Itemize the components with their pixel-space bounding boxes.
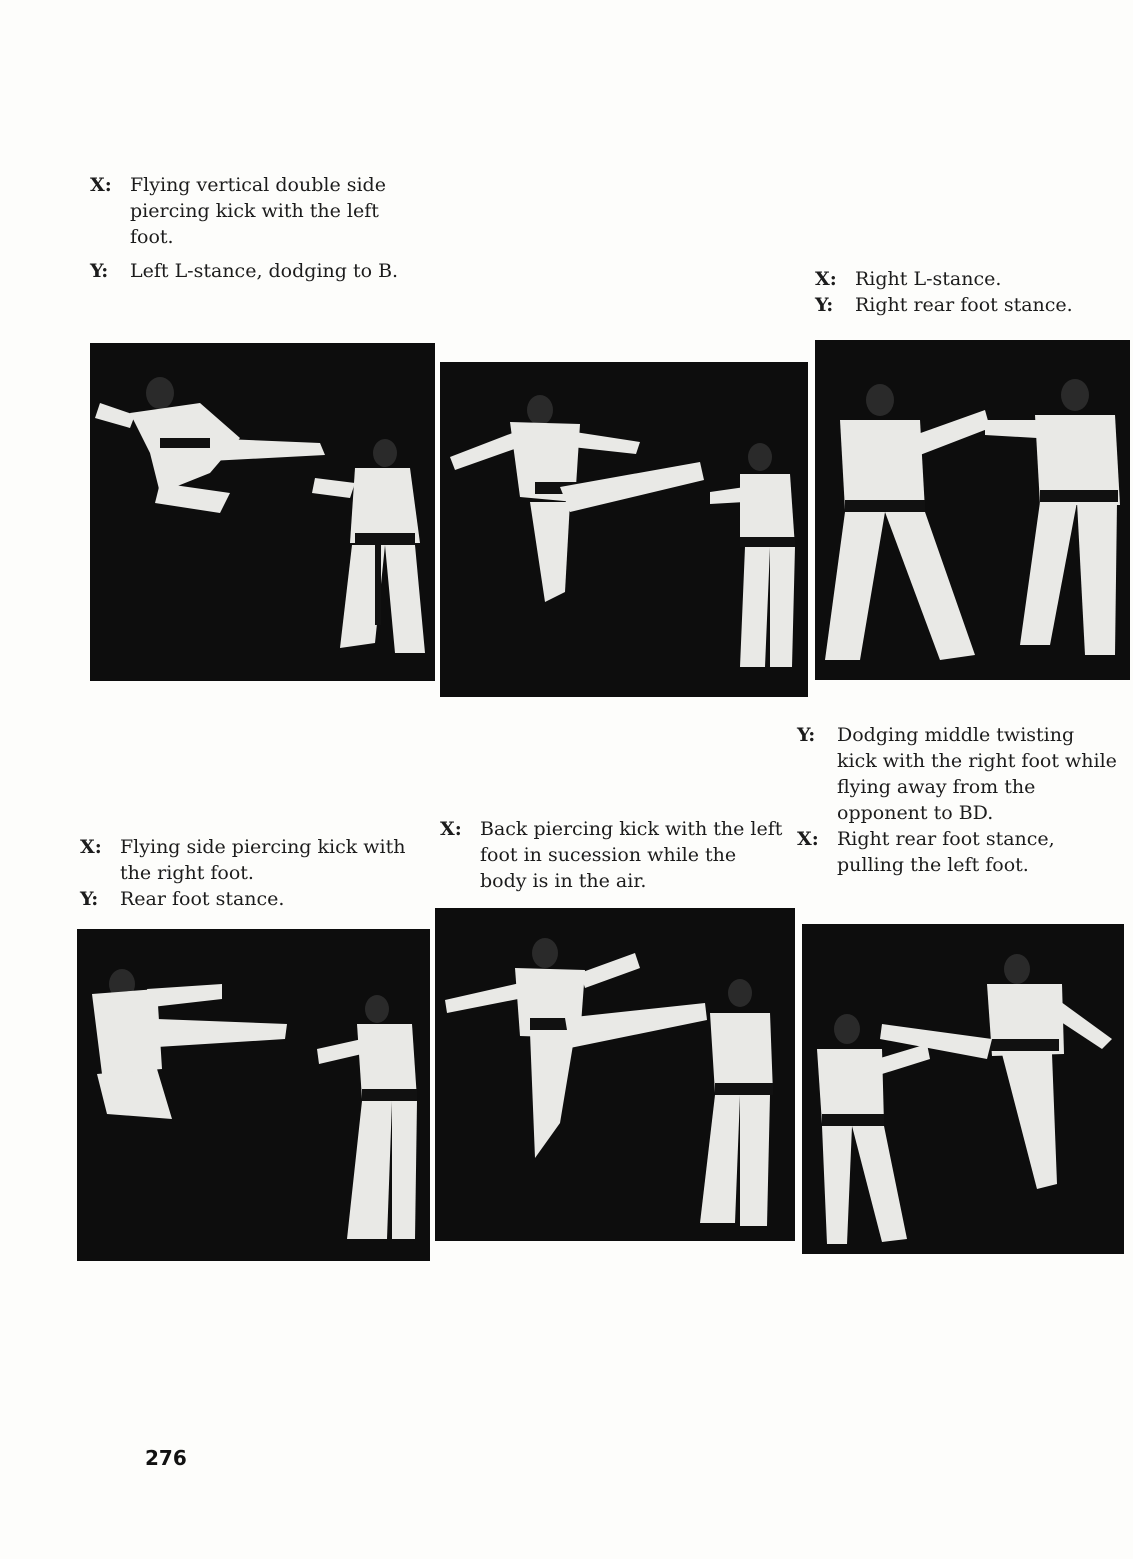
caption-panel-6	[797, 722, 1117, 878]
caption-line	[815, 292, 1115, 318]
caption-text: Right rear foot stance, pulling the left foot.	[837, 828, 1055, 876]
speaker-label: X:	[90, 174, 112, 196]
caption-text: Right L-stance.	[855, 268, 1002, 290]
caption-panel-4	[80, 834, 420, 912]
caption-text: Left L-stance, dodging to B.	[130, 260, 399, 282]
caption-panel-1	[90, 172, 420, 284]
caption-text: Flying side piercing kick with the right foot.	[120, 836, 406, 884]
photo-panel-4	[77, 929, 430, 1261]
caption-panel-3	[815, 266, 1115, 318]
caption-line	[90, 258, 420, 284]
caption-line	[797, 826, 1117, 878]
photo-panel-6	[802, 924, 1124, 1254]
speaker-label: X:	[797, 828, 819, 850]
caption-line	[797, 722, 1117, 826]
caption-line	[80, 834, 420, 886]
caption-text: Flying vertical double side piercing kick with the left foot.	[130, 174, 386, 248]
photo-panel-1	[90, 343, 435, 681]
speaker-label: Y:	[797, 724, 816, 746]
caption-panel-5	[440, 816, 785, 894]
caption-line	[80, 886, 420, 912]
photo-panel-5	[435, 908, 795, 1241]
photo-panel-2	[440, 362, 808, 697]
speaker-label: X:	[80, 836, 102, 858]
caption-text: Rear foot stance.	[120, 888, 285, 910]
speaker-label: X:	[815, 268, 837, 290]
caption-text: Back piercing kick with the left foot in sucession while the body is in the air.	[480, 818, 783, 892]
martial-arts-photo	[440, 362, 808, 697]
martial-arts-photo	[802, 924, 1124, 1254]
page-number: 276	[145, 1446, 187, 1470]
caption-text: Right rear foot stance.	[855, 294, 1073, 316]
caption-line	[90, 172, 420, 250]
speaker-label: Y:	[80, 888, 99, 910]
speaker-label: Y:	[815, 294, 834, 316]
martial-arts-photo	[435, 908, 795, 1241]
speaker-label: X:	[440, 818, 462, 840]
martial-arts-photo	[90, 343, 435, 681]
speaker-label: Y:	[90, 260, 109, 282]
caption-line	[815, 266, 1115, 292]
caption-line	[440, 816, 785, 894]
martial-arts-photo	[77, 929, 430, 1261]
caption-text: Dodging middle twisting kick with the right foot while flying away from the opponent to BD.	[837, 724, 1117, 824]
photo-panel-3	[815, 340, 1130, 680]
martial-arts-photo	[815, 340, 1130, 680]
